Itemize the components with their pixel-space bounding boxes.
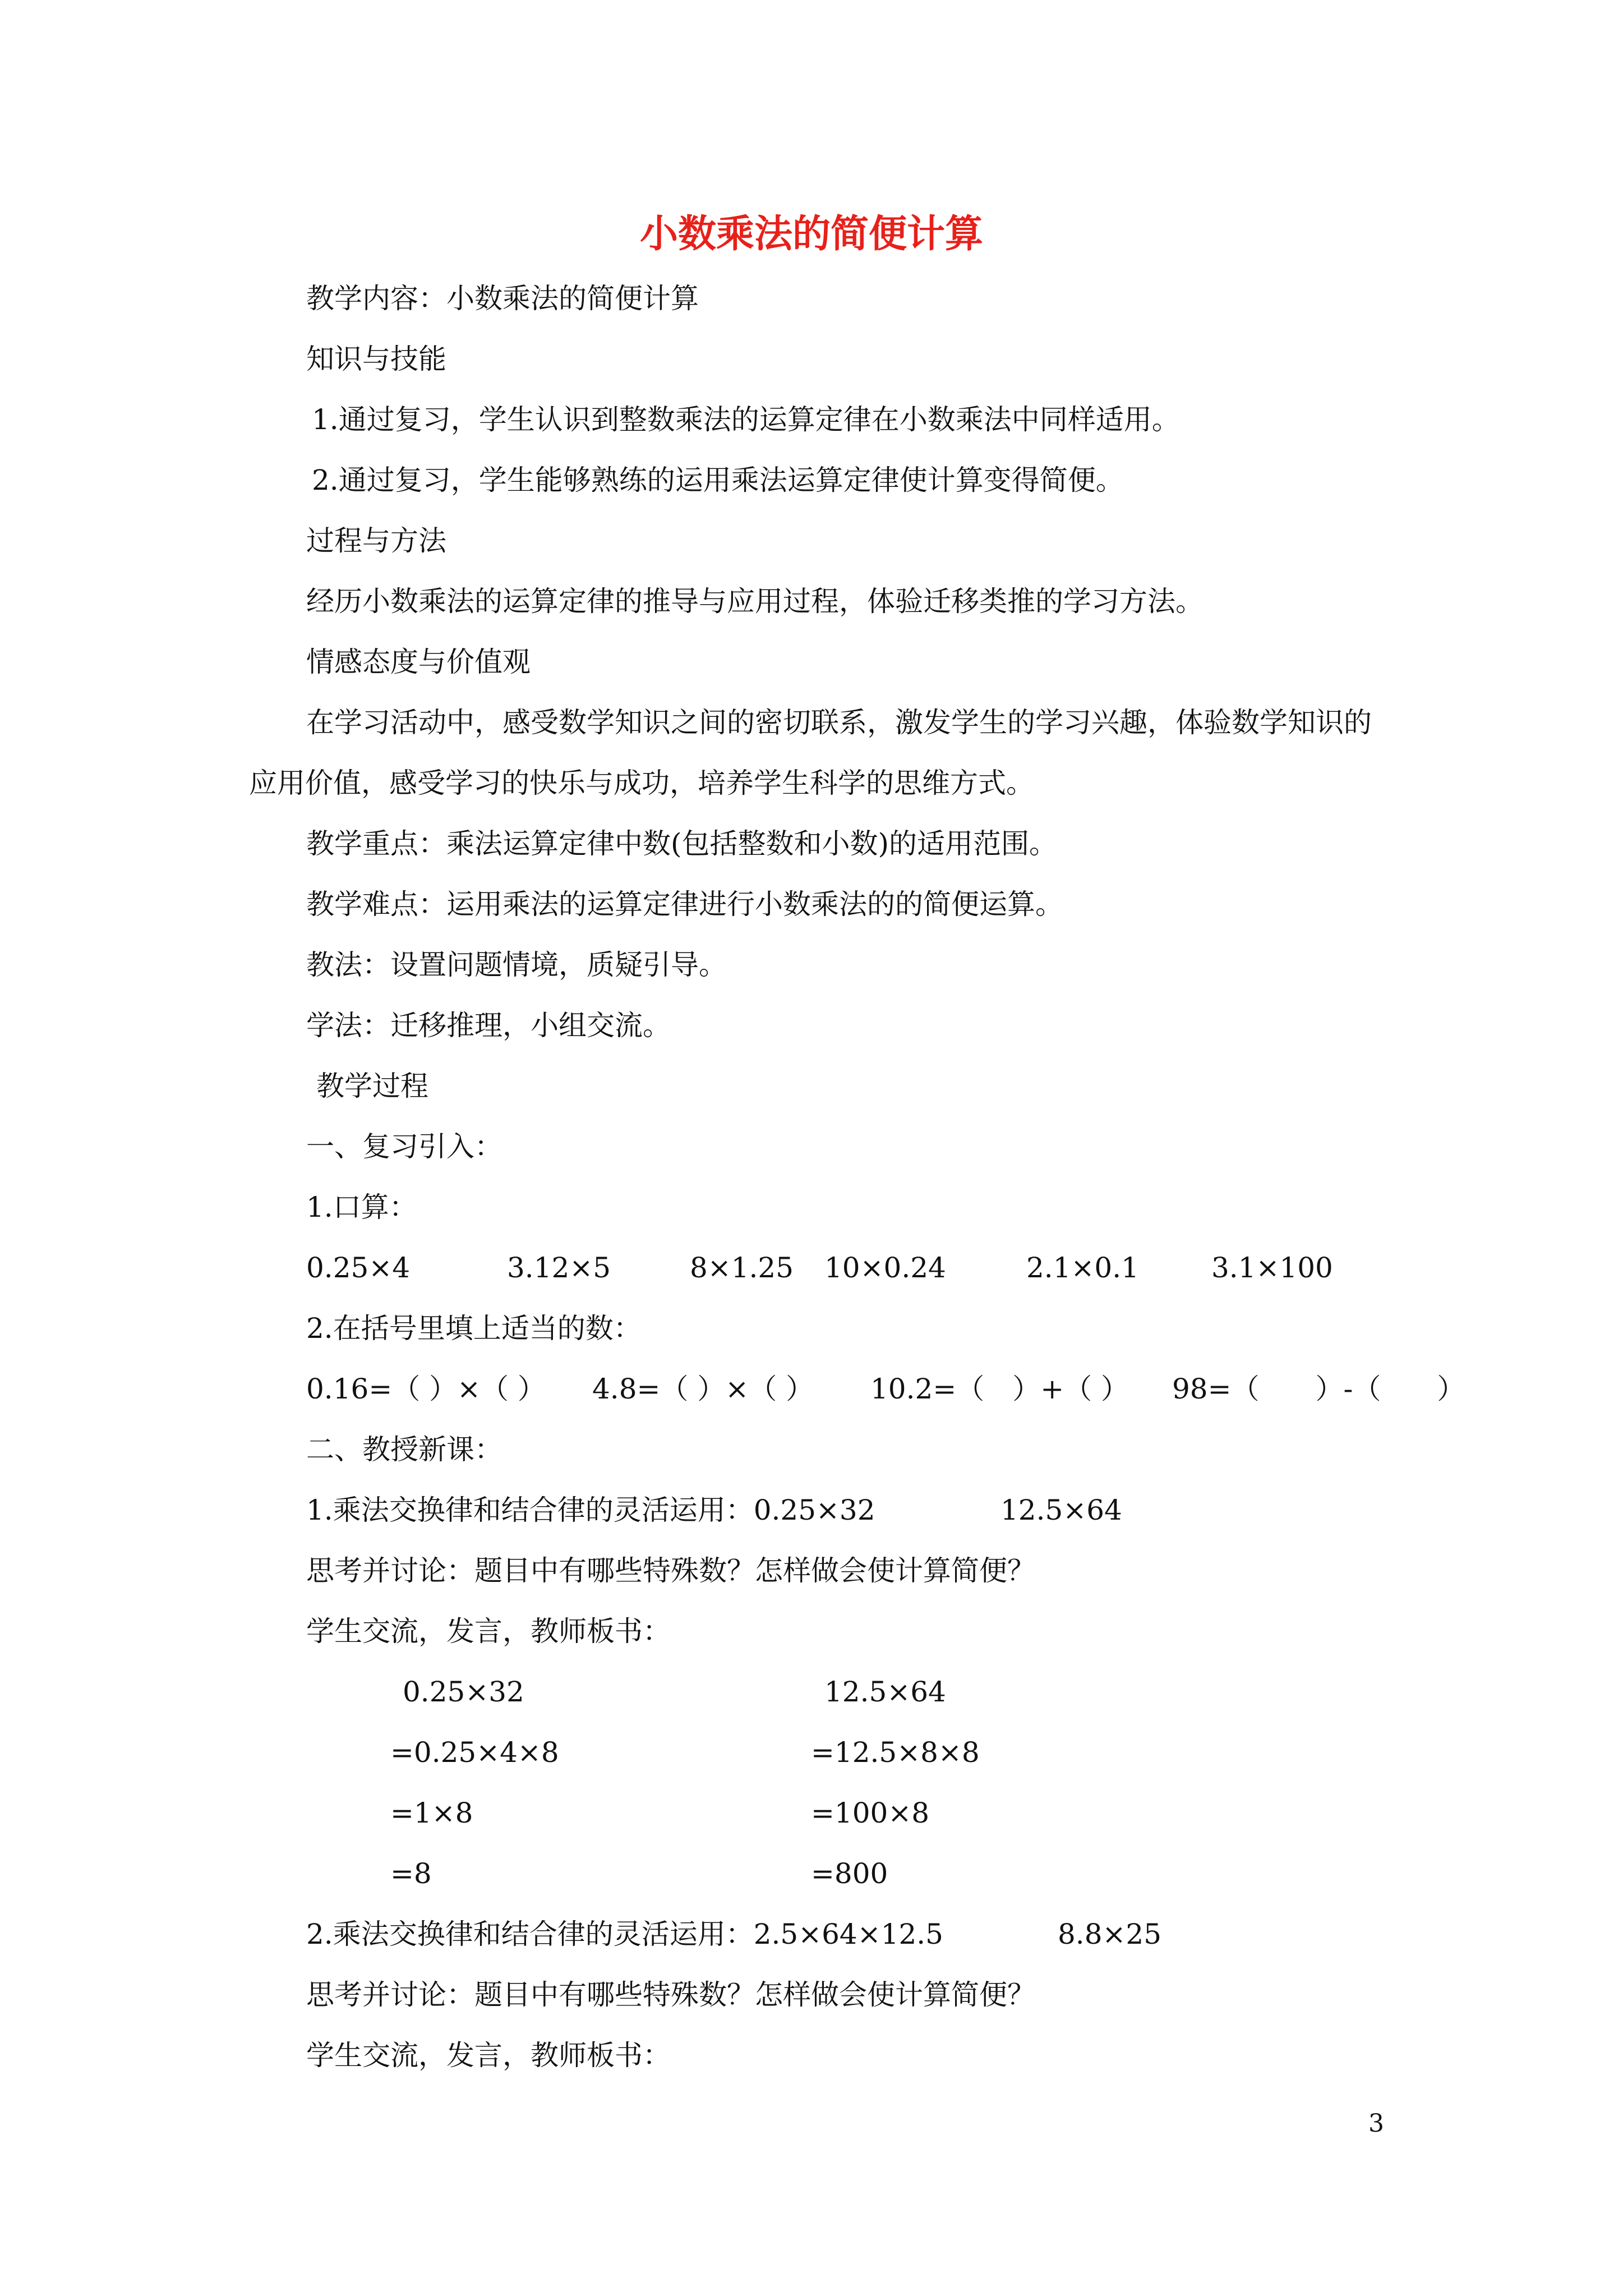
calc-right-step: =100×8 bbox=[811, 1797, 930, 1829]
teaching-content: 教学内容：小数乘法的简便计算 bbox=[306, 282, 699, 315]
think-discuss-2: 思考并讨论：题目中有哪些特殊数？怎样做会使计算简便？ bbox=[306, 1978, 1035, 2011]
think-discuss-1: 思考并讨论：题目中有哪些特殊数？怎样做会使计算简便？ bbox=[306, 1554, 1035, 1587]
fill-item: 4.8=（ ）×（ ） bbox=[592, 1373, 814, 1405]
process-text: 经历小数乘法的运算定律的推导与应用过程，体验迁移类推的学习方法。 bbox=[306, 585, 1204, 618]
emotion-text-line-1: 在学习活动中，感受数学知识之间的密切联系，激发学生的学习兴趣，体验数学知识的 bbox=[306, 706, 1372, 739]
process-heading: 过程与方法 bbox=[306, 524, 446, 557]
knowledge-item-2: 2.通过复习，学生能够熟练的运用乘法运算定律使计算变得简便。 bbox=[312, 464, 1124, 496]
oral-item: 0.25×4 bbox=[306, 1251, 411, 1284]
knowledge-item-1: 1.通过复习，学生认识到整数乘法的运算定律在小数乘法中同样适用。 bbox=[312, 403, 1180, 436]
key-point: 教学重点：乘法运算定律中数(包括整数和小数)的适用范围。 bbox=[306, 827, 1058, 860]
section-2-heading: 二、教授新课： bbox=[306, 1433, 502, 1466]
fill-heading: 2.在括号里填上适当的数： bbox=[306, 1312, 642, 1345]
new-lesson-2-second: 8.8×25 bbox=[1058, 1918, 1162, 1950]
oral-item: 2.1×0.1 bbox=[1026, 1251, 1139, 1284]
oral-item: 3.12×5 bbox=[507, 1251, 611, 1284]
new-lesson-1-second: 12.5×64 bbox=[1000, 1494, 1122, 1526]
difficulty: 教学难点：运用乘法的运算定律进行小数乘法的的简便运算。 bbox=[306, 888, 1063, 921]
new-lesson-1: 1.乘法交换律和结合律的灵活运用：0.25×32 bbox=[306, 1494, 875, 1526]
calc-left-step: =8 bbox=[390, 1857, 432, 1890]
oral-item: 3.1×100 bbox=[1211, 1251, 1333, 1284]
calc-right-step: 12.5×64 bbox=[824, 1676, 946, 1708]
calc-right-step: =800 bbox=[811, 1857, 888, 1890]
process-title: 教学过程 bbox=[316, 1070, 428, 1102]
learning-method: 学法：迁移推理，小组交流。 bbox=[306, 1009, 671, 1042]
fill-item: 10.2=（ ）+（ ） bbox=[870, 1373, 1129, 1405]
fill-item: 0.16=（ ）×（ ） bbox=[306, 1373, 546, 1405]
teaching-method: 教法：设置问题情境，质疑引导。 bbox=[306, 949, 727, 981]
oral-item: 10×0.24 bbox=[824, 1251, 946, 1284]
calc-right-step: =12.5×8×8 bbox=[811, 1736, 980, 1769]
calc-left-step: =1×8 bbox=[390, 1797, 473, 1829]
oral-item: 8×1.25 bbox=[690, 1251, 794, 1284]
board-note-1: 学生交流，发言，教师板书： bbox=[306, 1615, 671, 1648]
page-number: 3 bbox=[1368, 2109, 1384, 2138]
emotion-text-line-2: 应用价值，感受学习的快乐与成功，培养学生科学的思维方式。 bbox=[249, 767, 1034, 799]
knowledge-heading: 知识与技能 bbox=[306, 343, 446, 375]
emotion-heading: 情感态度与价值观 bbox=[306, 646, 531, 678]
board-note-2: 学生交流，发言，教师板书： bbox=[306, 2039, 671, 2072]
fill-item: 98=（ ）-（ ） bbox=[1172, 1373, 1465, 1405]
calc-left-step: =0.25×4×8 bbox=[390, 1736, 559, 1769]
page-title: 小数乘法的简便计算 bbox=[639, 211, 983, 256]
calc-left-step: 0.25×32 bbox=[403, 1676, 524, 1708]
new-lesson-2: 2.乘法交换律和结合律的灵活运用：2.5×64×12.5 bbox=[306, 1918, 943, 1950]
section-1-heading: 一、复习引入： bbox=[306, 1130, 502, 1163]
oral-heading: 1.口算： bbox=[306, 1191, 417, 1223]
